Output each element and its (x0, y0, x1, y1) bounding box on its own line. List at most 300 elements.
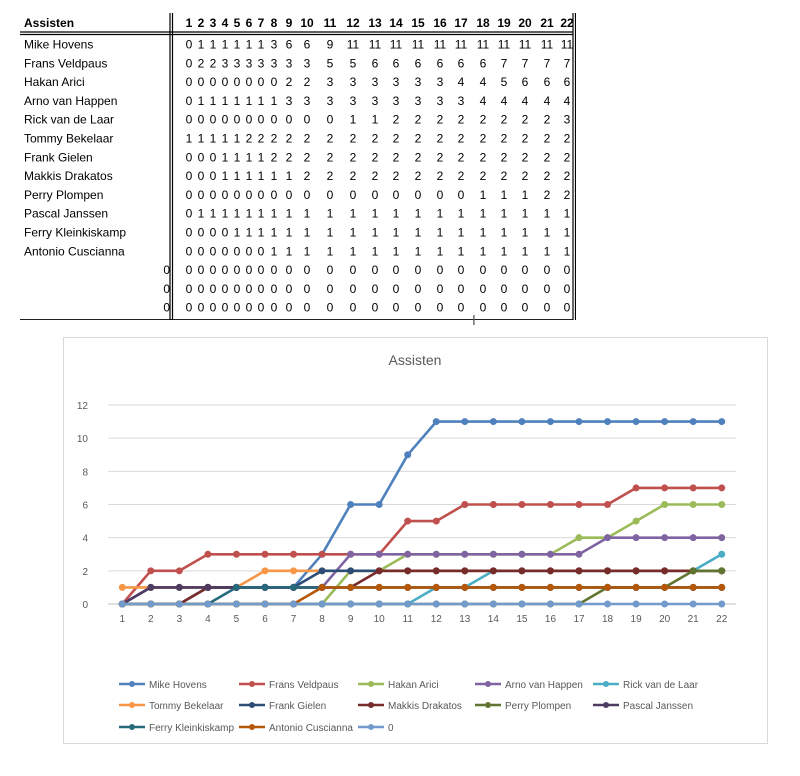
table-cell: 0 (563, 300, 571, 315)
x-tick-label: 2 (148, 614, 154, 625)
table-cell: 0 (543, 300, 551, 315)
legend-marker (368, 681, 374, 687)
data-point (376, 584, 382, 590)
legend-marker (485, 702, 491, 708)
table-cell: 1 (245, 93, 253, 108)
table-cell: 3 (285, 56, 293, 71)
data-point (490, 601, 496, 607)
table-cell: 0 (209, 150, 217, 165)
table-cell: 2 (479, 131, 487, 146)
data-point (576, 601, 582, 607)
table-cell: 7 (543, 56, 551, 71)
table-cell: 0 (257, 187, 265, 202)
data-point (348, 568, 354, 574)
table-cell: 9 (326, 37, 334, 52)
table-column-header: 3 (209, 16, 217, 30)
table-cell: 2 (436, 169, 444, 184)
table-cell: 7 (500, 56, 508, 71)
data-point (291, 568, 297, 574)
data-point (376, 502, 382, 508)
table-cell: 1 (233, 206, 241, 221)
table-column-header: 8 (270, 16, 278, 30)
table-cell: 2 (543, 169, 551, 184)
table-cell: 6 (563, 75, 571, 90)
table-cell: 0 (414, 300, 422, 315)
table-cell: 1 (197, 37, 205, 52)
table-row-name: Rick van de Laar (24, 112, 115, 127)
table-cell: 0 (500, 300, 508, 315)
table-cell: 11 (518, 37, 532, 52)
table-column-header: 6 (245, 16, 253, 30)
table-cell: 1 (209, 93, 217, 108)
data-point (662, 535, 668, 541)
table-cell: 0 (285, 281, 293, 296)
table-cell: 1 (349, 206, 357, 221)
y-tick-label: 0 (82, 600, 88, 611)
table-cell: 1 (270, 93, 278, 108)
table-cell: 0 (414, 281, 422, 296)
table-cell: 0 (392, 281, 400, 296)
table-cell: 2 (479, 169, 487, 184)
table-cell: 0 (392, 263, 400, 278)
table-cell: 4 (500, 93, 508, 108)
table-cell: 1 (285, 206, 293, 221)
table-cell: 2 (414, 150, 422, 165)
table-cell: 2 (563, 187, 571, 202)
table-cell: 0 (563, 263, 571, 278)
table-cell: 2 (349, 150, 357, 165)
table-cell: 2 (270, 150, 278, 165)
table-cell: 1 (209, 131, 217, 146)
table-cell: 1 (285, 225, 293, 240)
table-cell: 0 (209, 187, 217, 202)
data-point (519, 502, 525, 508)
table-cell: 0 (185, 206, 193, 221)
table-cell: 0 (303, 187, 311, 202)
table-row-name: Mike Hovens (24, 37, 94, 52)
legend-label: 0 (388, 723, 394, 734)
table-cell: 1 (457, 206, 465, 221)
data-point (662, 584, 668, 590)
data-point (633, 584, 639, 590)
table-cell: 3 (245, 56, 253, 71)
data-point (719, 502, 725, 508)
table-cell: 0 (436, 281, 444, 296)
table-cell: 1 (303, 225, 311, 240)
legend-marker (368, 724, 374, 730)
x-tick-label: 13 (459, 614, 471, 625)
data-point (719, 419, 725, 425)
table-cell: 0 (209, 169, 217, 184)
data-point (576, 551, 582, 557)
data-point (233, 584, 239, 590)
table-cell: 5 (326, 56, 334, 71)
data-point (719, 568, 725, 574)
table-cell: 1 (479, 244, 487, 259)
x-tick-label: 3 (176, 614, 183, 625)
table-cell: 0 (479, 300, 487, 315)
data-point (719, 535, 725, 541)
legend-item (119, 723, 234, 734)
table-cell: 2 (303, 150, 311, 165)
data-point (519, 419, 525, 425)
table-cell: 3 (457, 93, 465, 108)
table-cell: 4 (543, 93, 551, 108)
table-cell: 3 (270, 56, 278, 71)
table-cell: 7 (563, 56, 571, 71)
x-tick-label: 18 (601, 614, 614, 625)
data-point (148, 568, 154, 574)
table-column-header: 9 (285, 16, 293, 30)
legend-item (239, 701, 326, 712)
table-cell: 0 (233, 75, 241, 90)
table-cell: 11 (454, 37, 468, 52)
data-point (319, 551, 325, 557)
table-cell: 2 (457, 150, 465, 165)
y-tick-label: 12 (76, 401, 88, 412)
table-cell: 1 (392, 244, 400, 259)
data-point (605, 601, 611, 607)
table-cell: 1 (457, 244, 465, 259)
table-cell: 0 (209, 112, 217, 127)
data-point (547, 584, 553, 590)
legend-label: Frans Veldpaus (269, 680, 339, 691)
table-cell: 2 (500, 112, 508, 127)
data-point (690, 584, 696, 590)
table-cell: 0 (221, 75, 229, 90)
table-cell: 0 (392, 300, 400, 315)
data-point (148, 584, 154, 590)
data-point (662, 485, 668, 491)
table-cell: 0 (197, 75, 205, 90)
table-cell: 1 (479, 187, 487, 202)
table-cell: 6 (457, 56, 465, 71)
table-cell: 2 (500, 150, 508, 165)
table-cell: 1 (479, 206, 487, 221)
table-cell: 2 (392, 150, 400, 165)
data-point (405, 584, 411, 590)
table-cell: 0 (500, 263, 508, 278)
table-cell: 1 (543, 206, 551, 221)
data-point (405, 601, 411, 607)
table-cell: 3 (326, 75, 334, 90)
table-cell: 3 (371, 93, 379, 108)
table-cell: 0 (185, 169, 193, 184)
table-column-header: 10 (300, 16, 314, 30)
data-point (291, 601, 297, 607)
x-tick-label: 5 (233, 614, 240, 625)
table-cell: 0 (245, 300, 253, 315)
data-point (633, 535, 639, 541)
table-column-header: 7 (257, 16, 265, 30)
table-cell: 3 (436, 93, 444, 108)
data-point (262, 601, 268, 607)
legend-marker (129, 702, 135, 708)
table-cell: 1 (197, 131, 205, 146)
x-tick-label: 22 (716, 614, 728, 625)
data-point (148, 601, 154, 607)
y-tick-label: 2 (82, 566, 88, 578)
table-cell: 1 (521, 244, 529, 259)
table-cell: 1 (521, 225, 529, 240)
table-cell: 1 (414, 244, 422, 259)
data-point (348, 584, 354, 590)
data-point (348, 551, 354, 557)
data-point (690, 601, 696, 607)
data-point (576, 568, 582, 574)
table-cell: 2 (457, 131, 465, 146)
data-point (348, 502, 354, 508)
table-cell: 0 (543, 281, 551, 296)
table-cell: 3 (371, 75, 379, 90)
data-point (719, 584, 725, 590)
table-column-header: 5 (233, 16, 241, 30)
table-cell: 1 (392, 225, 400, 240)
table-cell: 1 (197, 93, 205, 108)
legend-item (239, 723, 353, 734)
table-cell: 0 (457, 281, 465, 296)
table-cell: 2 (285, 150, 293, 165)
table-cell: 0 (257, 281, 265, 296)
table-cell: 0 (349, 187, 357, 202)
table-cell: 2 (414, 169, 422, 184)
table-cell: 1 (270, 206, 278, 221)
table-cell: 3 (414, 75, 422, 90)
table-cell: 3 (414, 93, 422, 108)
table-row-name: 0 (163, 263, 170, 278)
legend-label: Perry Plompen (505, 701, 572, 712)
data-point (690, 535, 696, 541)
table-cell: 2 (303, 75, 311, 90)
table-cell: 0 (285, 187, 293, 202)
table-cell: 1 (500, 206, 508, 221)
table-cell: 0 (221, 281, 229, 296)
table-cell: 1 (285, 169, 293, 184)
y-tick-label: 4 (82, 533, 88, 545)
table-cell: 1 (326, 225, 334, 240)
table-column-header: 4 (221, 16, 229, 30)
table-cell: 1 (270, 225, 278, 240)
data-point (462, 584, 468, 590)
table-cell: 0 (257, 300, 265, 315)
data-point (405, 452, 411, 458)
table-cell: 0 (270, 112, 278, 127)
y-tick-label: 8 (82, 467, 88, 479)
table-cell: 3 (285, 93, 293, 108)
table-cell: 1 (209, 37, 217, 52)
table-cell: 1 (349, 225, 357, 240)
data-point (291, 584, 297, 590)
table-cell: 11 (540, 37, 554, 52)
table-cell: 2 (521, 131, 529, 146)
table-cell: 0 (349, 263, 357, 278)
table-cell: 4 (479, 75, 487, 90)
table-cell: 11 (497, 37, 511, 52)
table-cell: 2 (436, 112, 444, 127)
table-cell: 2 (479, 112, 487, 127)
table-cell: 6 (479, 56, 487, 71)
table-cell: 0 (197, 187, 205, 202)
table-cell: 1 (221, 150, 229, 165)
y-tick-label: 6 (82, 500, 88, 512)
table-cell: 0 (326, 187, 334, 202)
data-point (291, 551, 297, 557)
table-cell: 0 (349, 300, 357, 315)
data-point (605, 535, 611, 541)
table-cell: 0 (270, 263, 278, 278)
data-point (547, 551, 553, 557)
data-point (547, 601, 553, 607)
table-cell: 0 (245, 263, 253, 278)
table-cell: 0 (303, 281, 311, 296)
table-cell: 0 (521, 281, 529, 296)
table-cell: 0 (233, 244, 241, 259)
table-cell: 3 (233, 56, 241, 71)
x-tick-label: 7 (290, 614, 297, 625)
x-tick-label: 6 (262, 614, 268, 625)
table-cell: 0 (349, 281, 357, 296)
table-cell: 2 (500, 169, 508, 184)
table-cell: 0 (209, 244, 217, 259)
table-cell: 11 (346, 37, 360, 52)
table-cell: 2 (303, 169, 311, 184)
table-cell: 1 (563, 244, 571, 259)
table-cell: 1 (303, 206, 311, 221)
x-tick-label: 4 (205, 614, 211, 625)
table-cell: 0 (270, 75, 278, 90)
data-point (633, 518, 639, 524)
series-12 (119, 601, 724, 607)
x-tick-label: 8 (319, 614, 325, 625)
table-row-name: Tommy Bekelaar (24, 131, 114, 146)
table-cell: 0 (221, 263, 229, 278)
table-cell: 2 (414, 112, 422, 127)
data-point (319, 568, 325, 574)
table-cell: 1 (500, 225, 508, 240)
table-cell: 0 (197, 169, 205, 184)
table-cell: 2 (457, 169, 465, 184)
table-row-name: Perry Plompen (24, 187, 104, 202)
table-cell: 0 (185, 93, 193, 108)
table-cell: 0 (233, 112, 241, 127)
data-point (690, 502, 696, 508)
table-column-header: 19 (497, 16, 511, 30)
data-point (462, 601, 468, 607)
table-cell: 0 (326, 300, 334, 315)
table-cell: 1 (245, 37, 253, 52)
table-cell: 6 (543, 75, 551, 90)
table-cell: 2 (349, 131, 357, 146)
table-cell: 6 (392, 56, 400, 71)
legend-item (239, 680, 339, 691)
table-cell: 0 (221, 300, 229, 315)
data-point (405, 518, 411, 524)
table-cell: 2 (209, 56, 217, 71)
table-cell: 1 (233, 93, 241, 108)
table-cell: 0 (245, 281, 253, 296)
table-cell: 1 (371, 244, 379, 259)
data-point (719, 551, 725, 557)
table-cell: 0 (257, 112, 265, 127)
table-cell: 11 (476, 37, 490, 52)
series-line (122, 422, 721, 604)
table-cell: 0 (303, 300, 311, 315)
table-cell: 2 (414, 131, 422, 146)
data-point (176, 584, 182, 590)
x-tick-label: 21 (687, 614, 699, 625)
table-cell: 0 (185, 281, 193, 296)
table-cell: 2 (436, 131, 444, 146)
table-column-header: 13 (368, 16, 382, 30)
table-cell: 0 (185, 244, 193, 259)
table-cell: 4 (521, 93, 529, 108)
data-point (376, 568, 382, 574)
table-cell: 0 (479, 263, 487, 278)
table-row-name: Arno van Happen (24, 93, 118, 108)
data-point (205, 551, 211, 557)
table-cell: 2 (436, 150, 444, 165)
x-tick-label: 16 (544, 614, 557, 625)
x-tick-label: 20 (659, 614, 671, 625)
data-point (490, 551, 496, 557)
table-column-header: 12 (346, 16, 360, 30)
data-point (262, 584, 268, 590)
table-cell: 3 (270, 37, 278, 52)
legend-marker (249, 702, 255, 708)
table-cell: 2 (543, 187, 551, 202)
data-point (633, 485, 639, 491)
table-row-name: Hakan Arici (24, 75, 85, 90)
table-cell: 0 (257, 75, 265, 90)
table-cell: 1 (245, 206, 253, 221)
table-cell: 1 (233, 169, 241, 184)
table-cell: 2 (543, 112, 551, 127)
legend-label: Mike Hovens (149, 680, 207, 691)
table-cell: 1 (221, 169, 229, 184)
data-point (348, 601, 354, 607)
assisten-table (20, 12, 576, 320)
table-cell: 2 (521, 150, 529, 165)
table-column-header: 1 (185, 16, 193, 30)
data-point (319, 584, 325, 590)
table-cell: 3 (257, 56, 265, 71)
table-cell: 0 (436, 187, 444, 202)
data-point (433, 419, 439, 425)
table-cell: 2 (500, 131, 508, 146)
table-cell: 3 (392, 75, 400, 90)
legend-item (358, 701, 462, 712)
table-cell: 2 (245, 131, 253, 146)
data-point (233, 551, 239, 557)
table-cell: 0 (233, 281, 241, 296)
table-cell: 0 (521, 300, 529, 315)
table-cell: 1 (245, 169, 253, 184)
table-cell: 6 (303, 37, 311, 52)
table-cell: 2 (197, 56, 205, 71)
data-point (519, 551, 525, 557)
table-cell: 0 (392, 187, 400, 202)
table-cell: 0 (233, 263, 241, 278)
table-cell: 3 (563, 112, 571, 127)
table-cell: 11 (411, 37, 425, 52)
data-point (490, 502, 496, 508)
data-point (690, 485, 696, 491)
table-row-name: Frans Veldpaus (24, 56, 108, 71)
table-column-header: 20 (518, 16, 532, 30)
x-tick-label: 14 (487, 614, 499, 625)
table-cell: 1 (257, 93, 265, 108)
table-cell: 6 (371, 56, 379, 71)
